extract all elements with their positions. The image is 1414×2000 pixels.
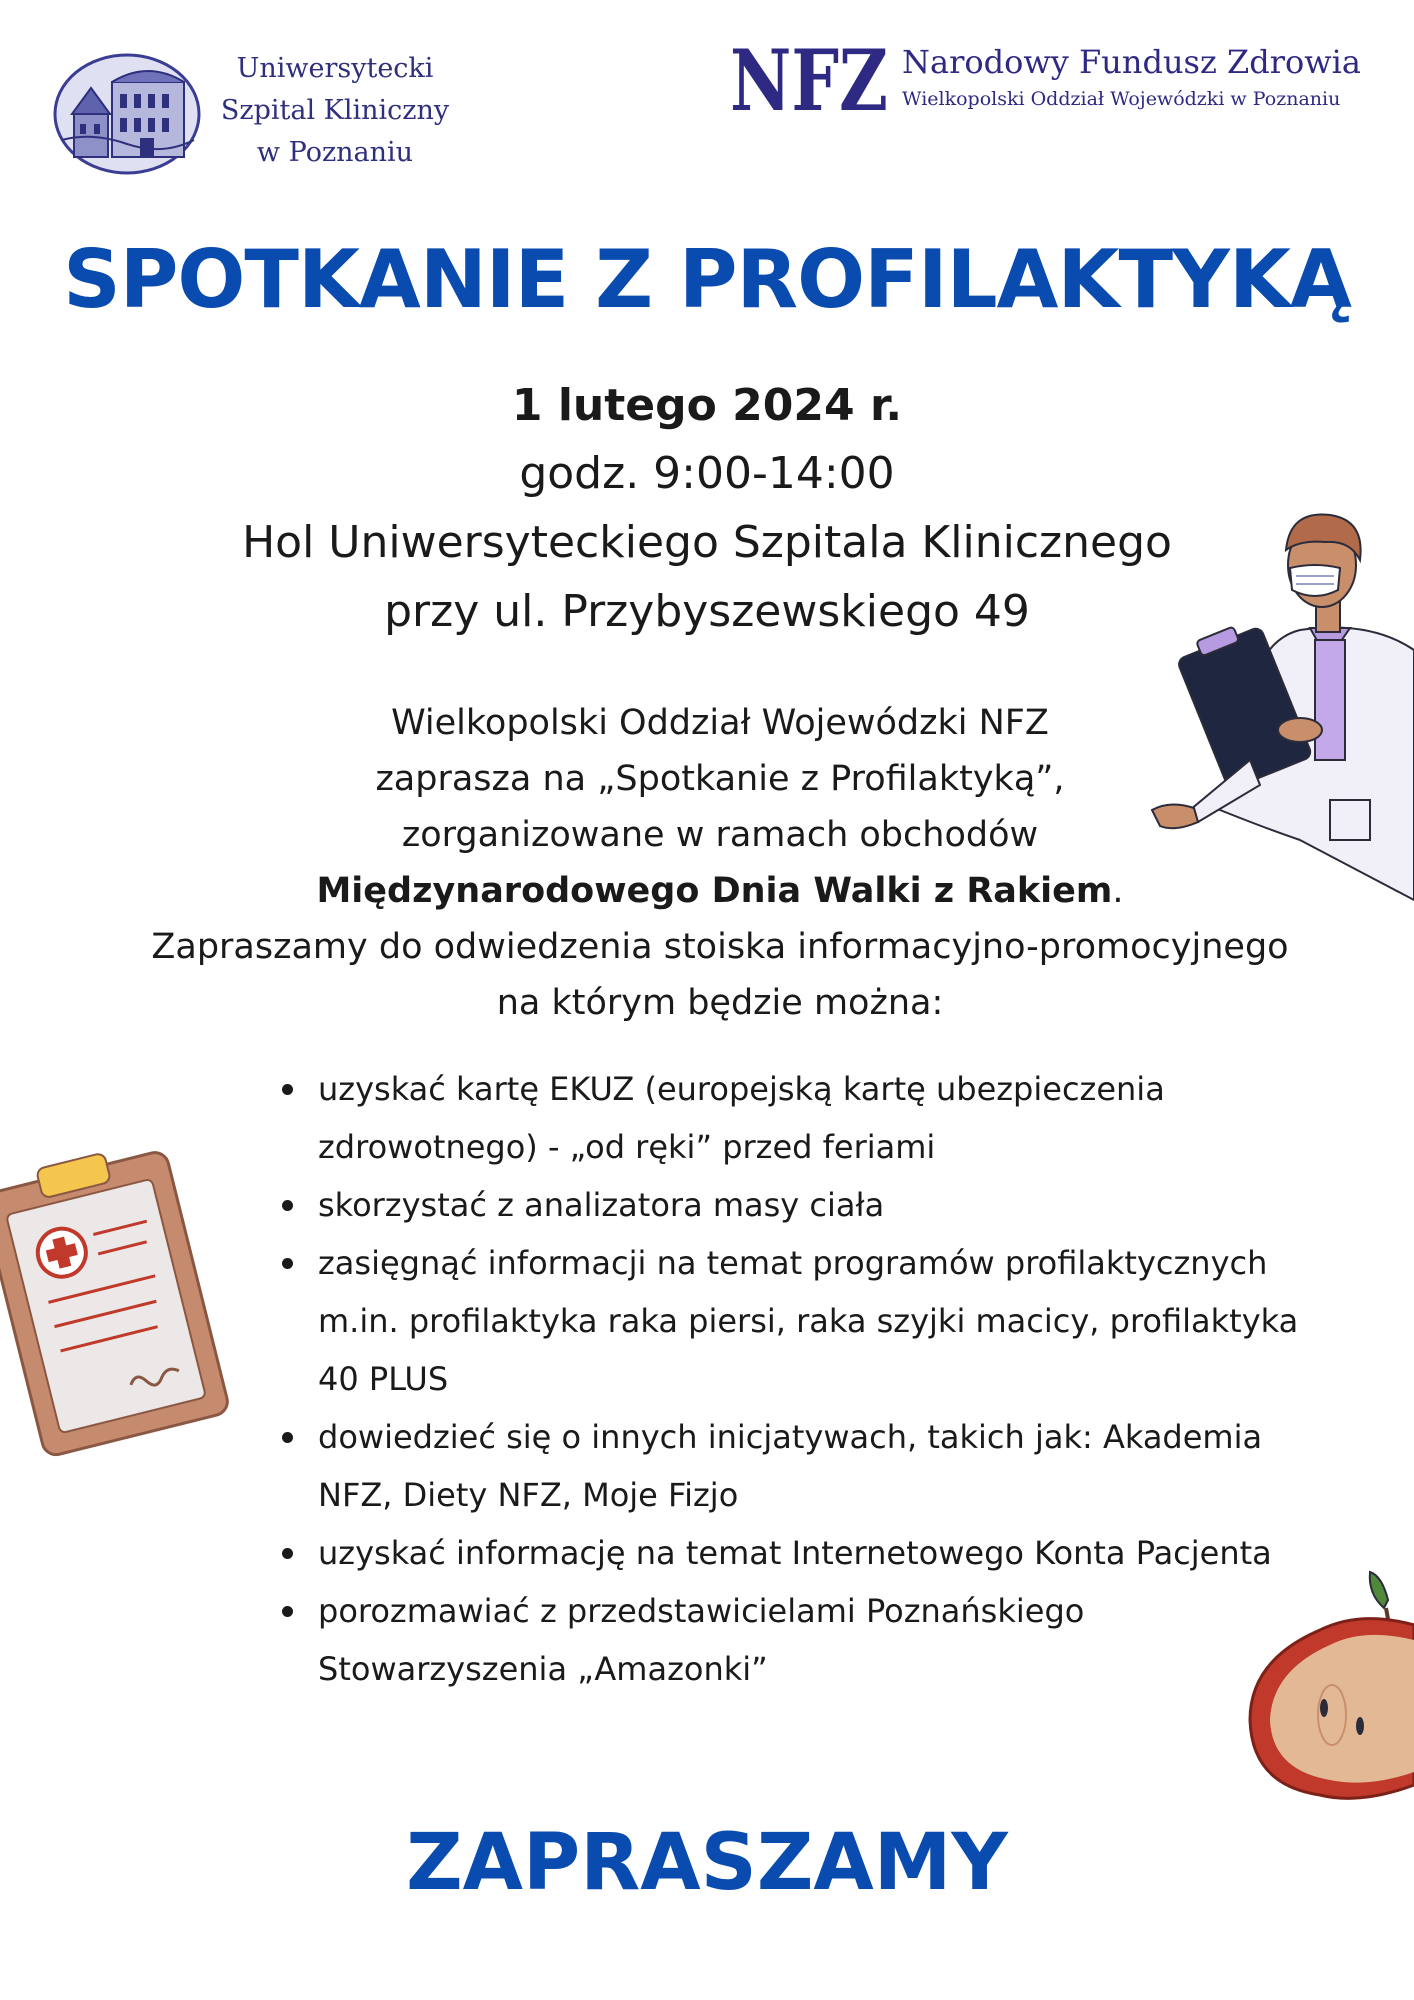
doctor-illustration — [1150, 510, 1414, 900]
nfz-logo-mark — [728, 31, 890, 130]
page-title: SPOTKANIE Z PROFILAKTYKĄ — [63, 233, 1351, 326]
hospital-building-seal-icon — [52, 52, 202, 177]
hospital-name — [205, 48, 465, 174]
list-item: uzyskać informację na temat Internetowego Konta Pacjenta — [282, 1524, 1332, 1582]
medical-clipboard-icon — [0, 1135, 240, 1465]
nfz-mark-text: NFZ — [730, 31, 888, 130]
hospital-name-line1: Uniwersytecki — [236, 53, 434, 84]
event-place-line2: przy ul. Przybyszewskiego 49 — [384, 586, 1030, 637]
list-item: skorzystać z analizatora masy ciała — [282, 1176, 1332, 1234]
clipboard-illustration — [0, 1135, 240, 1465]
hospital-logo-emblem — [52, 52, 202, 177]
intro-line6: na którym będzie można: — [496, 983, 944, 1023]
list-item: zasięgnąć informacji na temat programów profilaktycznych m.in. profilaktyka raka piersi, raka szyjki macicy, profilaktyka 40 PLUS — [282, 1234, 1332, 1408]
intro-line4-bold: Międzynarodowego Dnia Walki z Rakiem — [316, 871, 1113, 911]
doctor-with-clipboard-icon — [1150, 510, 1414, 900]
intro-line4-end: . — [1112, 871, 1124, 911]
call-to-action: ZAPRASZAMY — [406, 1818, 1008, 1908]
list-item: uzyskać kartę EKUZ (europejską kartę ubezpieczenia zdrowotnego) - „od ręki” przed feriami — [282, 1060, 1332, 1176]
nfz-branch: Wielkopolski Oddział Wojewódzki w Poznaniu — [902, 88, 1341, 110]
event-place-line1: Hol Uniwersyteckiego Szpitala Klinicznego — [242, 517, 1172, 568]
apple-illustration — [1240, 1570, 1414, 1810]
intro-line3: zorganizowane w ramach obchodów — [401, 815, 1039, 855]
list-item: dowiedzieć się o innych inicjatywach, takich jak: Akademia NFZ, Diety NFZ, Moje Fizjo — [282, 1408, 1332, 1524]
nfz-name: Narodowy Fundusz Zdrowia — [902, 43, 1361, 81]
event-date: 1 lutego 2024 r. — [511, 380, 903, 431]
event-time: godz. 9:00-14:00 — [519, 448, 895, 499]
intro-line5: Zapraszamy do odwiedzenia stoiska informacyjno-promocyjnego — [151, 927, 1289, 967]
intro-line2: zaprasza na „Spotkanie z Profilaktyką”, — [375, 759, 1065, 799]
hospital-name-line3: w Poznaniu — [256, 137, 414, 168]
intro-line1: Wielkopolski Oddział Wojewódzki NFZ — [391, 703, 1049, 743]
list-item: porozmawiać z przedstawicielami Poznańskiego Stowarzyszenia „Amazonki” — [282, 1582, 1332, 1698]
hospital-name-line2: Szpital Kliniczny — [220, 95, 450, 126]
apple-half-icon — [1240, 1570, 1414, 1810]
activities-list — [282, 1060, 1332, 1698]
